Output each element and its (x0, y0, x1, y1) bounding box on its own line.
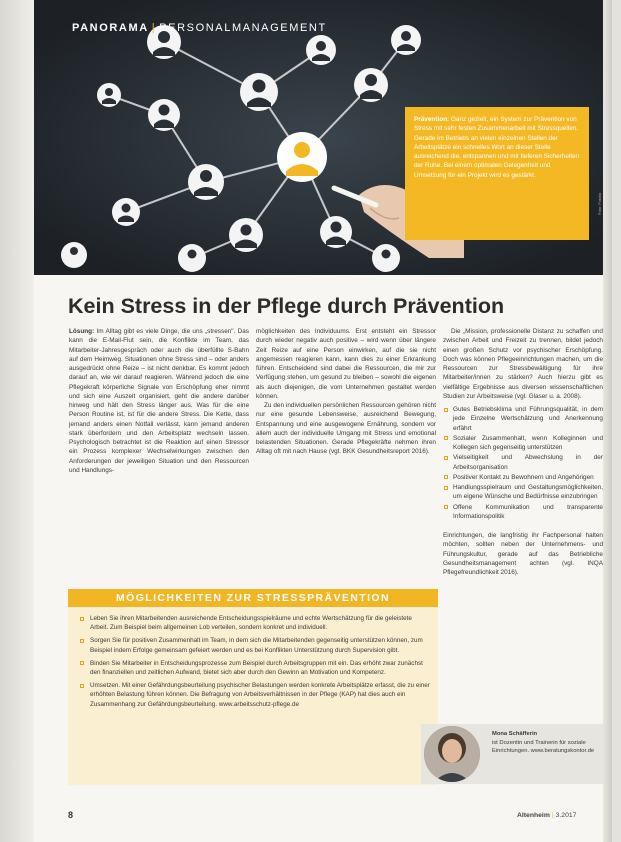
author-name: Mona Schäfferin (492, 731, 538, 737)
journal-footer (517, 812, 576, 819)
journal-issue: 3.2017 (555, 812, 577, 819)
magazine-page (34, 0, 612, 842)
paragraph-text: Einrichtungen, die langfristig ihr Fachpersonal halten möchten, sollten neben der Unternehmens- und Führungskultur, gerade auf das Betriebliche Gesundheitsmanagement achten (vgl. INQA Pflegefreundlichkeit 2016). (443, 532, 603, 576)
image-caption-box (405, 107, 589, 240)
section-header (72, 22, 327, 34)
list-item: Sozialer Zusammenhalt, wenn Kolleginnen und Kollegen sich gegenseitig unterstützen (443, 434, 603, 453)
resources-list (443, 405, 603, 521)
author-portrait-icon (424, 726, 480, 782)
tip-item: Binden Sie Mitarbeiter in Entscheidungsprozesse zum Beispiel durch Arbeitsgruppen mit ein. Das erhöht zwar zunächst den finanziellen und zeitlichen Aufwand, bietet sich aber durch den Gewinn an Motivation und Kompetenz. (80, 659, 430, 677)
person-circle-icon (320, 216, 352, 248)
section-label: PANORAMA (72, 22, 149, 34)
author-photo (424, 726, 480, 782)
person-circle-icon (229, 218, 263, 252)
subsection-label: PERSONALMANAGEMENT (159, 22, 327, 34)
article-title: Kein Stress in der Pflege durch Prävention (68, 294, 505, 318)
tip-item: Sorgen Sie für positiven Zusammenhalt im Team, in dem sich die Mitarbeitenden gegenseitig unterstützen können, zum Beispiel indem Erfolge gemeinsam gefeiert werden und es bei Konflikten Unterstützung durch Supervision gibt. (80, 636, 430, 654)
hero-image (34, 0, 612, 275)
list-item: Vielseitigkeit und Abwechslung in der Arbeitsorganisation (443, 453, 603, 472)
tip-item: Umsetzen. Mit einer Gefährdungsbeurteilung psychischer Belastungen werden konkrete Arbeitsplätze erfasst, die zu einer erhöhten Belastung führen können. Die Befragung von Arbeitsverhältnissen in der Pflege (KAP) hat dies auch ein Zusammenhang zur Gefährdungsbeurteilung. www.arbeitsschutz-pflege.de (80, 681, 430, 709)
caption-lead: Prävention: (414, 116, 450, 123)
tip-item: Leben Sie ihren Mitarbeitenden ausreichende Entscheidungsspielräume und echte Wertschätzung für die geleistete Arbeit. Zum Beispiel beim allgemeinen Lob verteilen, sondern konkret und individuell. (80, 614, 430, 632)
tip-box-heading: MÖGLICHKEITEN ZUR STRESSPRÄVENTION (68, 589, 438, 607)
person-circle-icon (391, 25, 421, 55)
list-item: Handlungsspielraum und Gestaltungsmöglichkeiten, um eigene Wünsche und Bedürfnisse einzubringen (443, 483, 603, 502)
person-circle-icon (188, 164, 224, 200)
paragraph-text: Zu den individuellen persönlichen Ressourcen gehören nicht nur eine gesunde Lebensweise, ausreichend Bewegung, Entspannung und eine ausgewogene Ernährung, sondern vor allem auch der individuelle Umgang mit Stress und emotional belastenden Situationen. Gerade Pflegekräfte nehmen ihren Alltag oft mit nach Hause (vgl. BKK Gesundheitsreport 2016). (256, 402, 436, 456)
list-item: Gutes Betriebsklima und Führungsqualität, in dem jede Einzelne Wertschätzung und Anerkennung erfährt (443, 405, 603, 433)
paragraph-lead: Lösung: (69, 328, 95, 335)
author-box (421, 724, 611, 784)
text-column-2 (256, 327, 436, 457)
author-bio (492, 730, 600, 756)
caption-text: Ganz gezielt, ein System zur Prävention von Stress mit sehr festen Zusammenarbeit mit Stressquellen. Gerade im Betriebs an vielen einzelnen Stellen der Arbeitsplätze ein schnelles Wort an dieser Stelle ausreichend die, entspannen und mit tieferen Sicherheiten der Ruhe. Bei einem optimalen Gelegenheit und Umsetzung für ein Projekt wird es gestärkt. (414, 116, 580, 179)
tip-box (68, 589, 438, 785)
footer-separator: | (551, 812, 554, 819)
tip-list (80, 614, 430, 713)
author-description: ist Dozentin und Trainerin für soziale Einrichtungen. www.beratungskontor.de (492, 739, 595, 755)
text-column-3 (443, 327, 603, 577)
person-circle-icon (61, 242, 87, 268)
person-circle-icon (148, 99, 180, 131)
highlighted-person-icon (277, 132, 327, 182)
list-item: Offene Kommunikation und transparente Informationspolitik (443, 503, 603, 522)
person-circle-icon (372, 244, 400, 272)
person-circle-icon (97, 83, 121, 107)
journal-name: Altenheim (517, 812, 550, 819)
paragraph-text: Im Alltag gibt es viele Dinge, die uns „stressen". Das kann die E-Mail-Flut sein, die Konflikte im Team, das Mitarbeiter-Jahresgespräch oder auch die überfüllte S-Bahn auf dem Heimweg. Situationen ohne Stress sind – oder anders ausgedrückt ohne Reize – ist nicht denkbar. Es kommt jedoch darauf an, wie wir darauf reagieren. Während jedoch die eine Pflegekraft körperliche Signale von Erschöpfung eher nimmt und sich eine Auszeit organisiert, geht die andere darüber hinweg und hält den Stress länger aus. Was für die eine Person Routine ist, ist für die andere Stress. Die Kette, dass jemand anders einen Notfall verlässt, kann jemand anderen stark überfordern und den Arbeitsplatz wechseln lassen. Psychologisch betrachtet ist die Reaktion auf einen Stressor ein Prozess komplexer Wechselwirkungen zwischen den Anforderungen der jeweiligen Situation und den Ressourcen und Handlungs- (69, 328, 250, 474)
list-item: Positiver Kontakt zu Bewohnern und Angehörigen (443, 473, 603, 482)
paragraph-text: Die „Mission, professionelle Distanz zu schaffen und zwischen Arbeit und Freizeit zu trennen, bildet jedoch einen großen Schutz vor psychischer Erschöpfung. Doch was können Pflegeeinrichtungen machen, um die Ressourcen zur Stressbewältigung für ihre Mitarbeiter/innen zu stärken? Auch hierzu gibt es vielfältige Ergebnisse aus diversen wissenschaftlichen Studien zur Arbeitsweise (vgl. Glaser u. a. 2008). (443, 328, 603, 400)
paragraph-text: möglichkeiten des Individuums. Erst entsteht ein Stressor durch wieder negativ auch positive – wird wenn über längere Zeit Reize auf eine Person einwirken, auf die sie nicht angemessen reagieren kann, kann dies zu einer Erkrankung führen. Entscheidend sind dabei die Ressourcen, die mir zur Verfügung stehen, um gesund zu bleiben – sowohl die eigenen als auch diejenigen, die vom Unternehmen gestaltet werden können. (256, 328, 436, 400)
person-circle-icon (240, 73, 278, 111)
person-circle-icon (354, 68, 388, 102)
photo-credit: Foto: Fotolia (597, 192, 602, 215)
person-circle-icon (178, 244, 206, 272)
header-separator: | (151, 22, 157, 34)
page-edge (603, 0, 612, 842)
person-circle-icon (112, 198, 140, 226)
page-number: 8 (68, 810, 74, 820)
page-binding (0, 0, 34, 842)
text-column-1 (69, 327, 249, 475)
person-circle-icon (306, 35, 336, 65)
